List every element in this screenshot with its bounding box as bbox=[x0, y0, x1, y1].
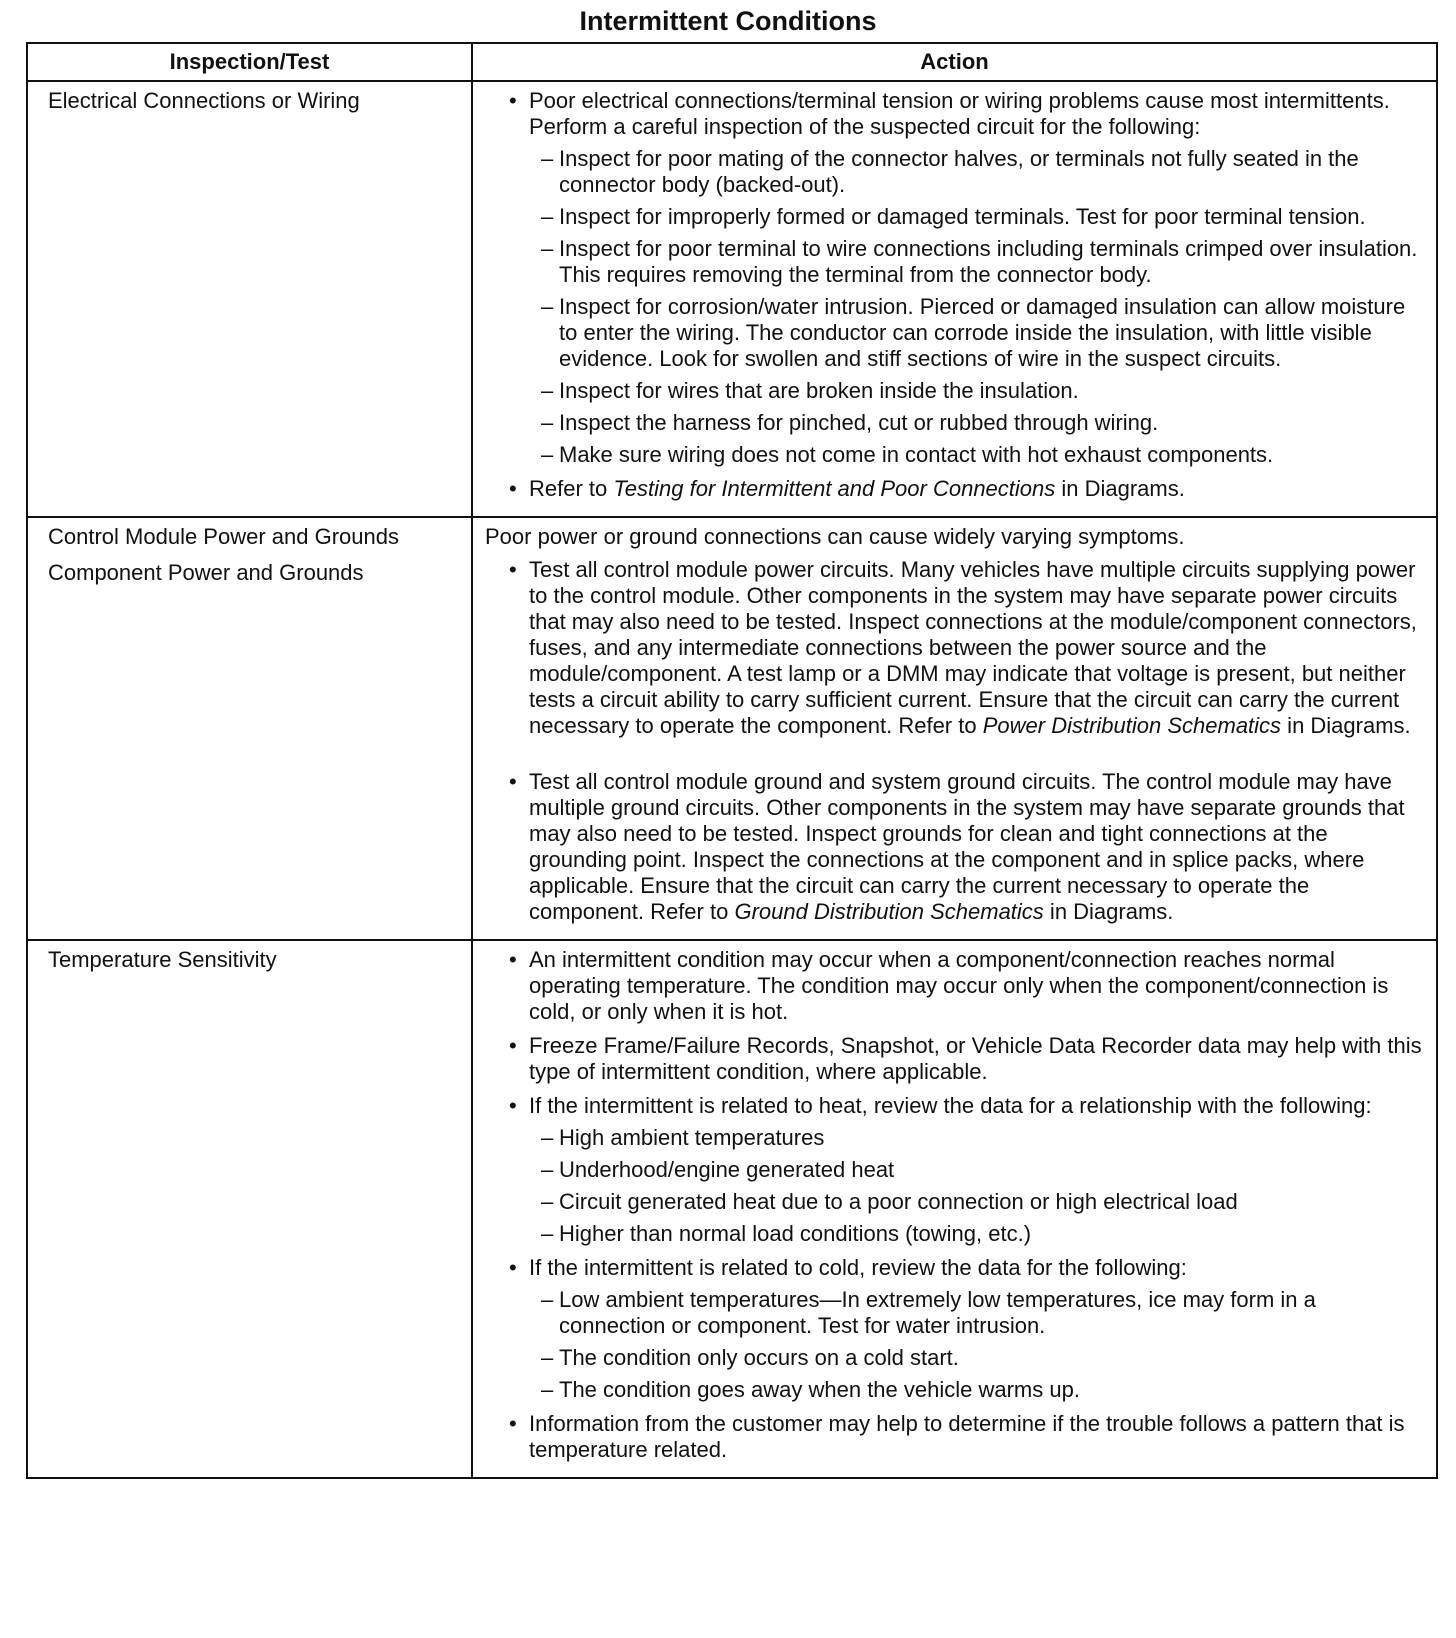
text-run: If the intermittent is related to cold, review the data for the following: bbox=[529, 1255, 1187, 1280]
action-bullet-text bbox=[529, 557, 1424, 739]
action-bullet-list bbox=[485, 557, 1424, 925]
table-row bbox=[27, 81, 1437, 517]
action-bullet-text bbox=[529, 1411, 1424, 1463]
text-run: An intermittent condition may occur when a component/connection reaches normal operating temperature. The condition may occur only when the component/connection is cold, or only when it is hot. bbox=[529, 947, 1389, 1024]
intermittent-conditions-table bbox=[26, 42, 1438, 1479]
action-bullet bbox=[485, 1033, 1424, 1085]
action-bullet bbox=[485, 947, 1424, 1025]
action-subitem: – Inspect for wires that are broken inside the insulation. bbox=[529, 378, 1424, 404]
inspection-cell bbox=[27, 517, 472, 940]
reference-title: Ground Distribution Schematics bbox=[734, 899, 1044, 924]
action-bullet bbox=[485, 1255, 1424, 1403]
text-run: Test all control module power circuits. Many vehicles have multiple circuits supplying power to the control module. Other components in the system may have separate power circuits that may also need to be tested. Inspect connections at the module/component connectors, fuses, and any intermediate connections between the power source and the module/component. A test lamp or a DMM may indicate that voltage is present, but neither tests a circuit ability to carry sufficient current. Ensure that the circuit can carry the current necessary to operate the component. Refer to bbox=[529, 557, 1417, 738]
inspection-label: Control Module Power and Grounds bbox=[48, 524, 399, 549]
text-run: Freeze Frame/Failure Records, Snapshot, or Vehicle Data Recorder data may help with this type of intermittent condition, where applicable. bbox=[529, 1033, 1422, 1084]
inspection-label: Temperature Sensitivity bbox=[48, 947, 277, 972]
action-subitem: – Inspect for poor mating of the connector halves, or terminals not fully seated in the connector body (backed-out). bbox=[529, 146, 1424, 198]
action-bullet bbox=[485, 476, 1424, 502]
table-row bbox=[27, 940, 1437, 1478]
action-sublist bbox=[529, 1125, 1424, 1247]
action-bullet-text bbox=[529, 476, 1424, 502]
action-subitem: – High ambient temperatures bbox=[529, 1125, 1424, 1151]
action-bullet bbox=[485, 769, 1424, 925]
action-bullet bbox=[485, 1093, 1424, 1247]
table-row bbox=[27, 517, 1437, 940]
column-header-inspection: Inspection/Test bbox=[27, 43, 472, 81]
action-bullet bbox=[485, 88, 1424, 468]
action-bullet-text bbox=[529, 947, 1424, 1025]
document-title: Intermittent Conditions bbox=[579, 6, 877, 36]
action-bullet-list bbox=[485, 88, 1424, 502]
action-bullet-text bbox=[529, 1093, 1424, 1119]
action-subitem: – Inspect for corrosion/water intrusion. Pierced or damaged insulation can allow moisture to enter the wiring. The conductor can corrode inside the insulation, with little visible evidence. Look for swollen and stiff sections of wire in the suspect circuits. bbox=[529, 294, 1424, 372]
action-subitem: – Inspect the harness for pinched, cut or rubbed through wiring. bbox=[529, 410, 1424, 436]
action-sublist bbox=[529, 1287, 1424, 1403]
text-run: If the intermittent is related to heat, review the data for a relationship with the following: bbox=[529, 1093, 1372, 1118]
action-cell bbox=[472, 517, 1437, 940]
action-sublist bbox=[529, 146, 1424, 468]
action-bullet-text bbox=[529, 1033, 1424, 1085]
action-subitem: – Make sure wiring does not come in contact with hot exhaust components. bbox=[529, 442, 1424, 468]
action-subitem: – Underhood/engine generated heat bbox=[529, 1157, 1424, 1183]
action-bullet-text bbox=[529, 88, 1424, 140]
action-cell bbox=[472, 81, 1437, 517]
text-run: Refer to bbox=[529, 476, 614, 501]
text-run: in Diagrams. bbox=[1281, 713, 1411, 738]
column-header-action: Action bbox=[472, 43, 1437, 81]
action-subitem: – The condition goes away when the vehicle warms up. bbox=[529, 1377, 1424, 1403]
action-subitem: – The condition only occurs on a cold start. bbox=[529, 1345, 1424, 1371]
action-bullet-list bbox=[485, 947, 1424, 1463]
action-bullet-text bbox=[529, 769, 1424, 925]
text-run: in Diagrams. bbox=[1043, 899, 1174, 924]
action-intro: Poor power or ground connections can cause widely varying symptoms. bbox=[485, 524, 1185, 549]
action-bullet bbox=[485, 557, 1424, 739]
action-subitem: – Low ambient temperatures—In extremely low temperatures, ice may form in a connection or component. Test for water intrusion. bbox=[529, 1287, 1424, 1339]
text-run: Poor electrical connections/terminal tension or wiring problems cause most intermittents. Perform a careful inspection of the suspected circuit for the following: bbox=[529, 88, 1390, 139]
text-run: Information from the customer may help to determine if the trouble follows a pattern that is temperature related. bbox=[529, 1411, 1405, 1462]
table-header-row bbox=[27, 43, 1437, 81]
action-cell bbox=[472, 940, 1437, 1478]
inspection-cell bbox=[27, 81, 472, 517]
action-subitem: – Inspect for poor terminal to wire connections including terminals crimped over insulation. This requires removing the terminal from the connector body. bbox=[529, 236, 1424, 288]
reference-title: Power Distribution Schematics bbox=[982, 713, 1282, 738]
reference-title: Testing for Intermittent and Poor Connections bbox=[613, 476, 1056, 501]
text-run: Test all control module ground and system ground circuits. The control module may have multiple ground circuits. Other components in the system may have separate grounds that may also need to be tested. Inspect grounds for clean and tight connections at the grounding point. Inspect the connections at the component and in splice packs, where applicable. Ensure that the circuit can carry the current necessary to operate the component. Refer to bbox=[529, 769, 1405, 924]
inspection-label: Component Power and Grounds bbox=[48, 560, 364, 585]
inspection-cell bbox=[27, 940, 472, 1478]
table-body bbox=[27, 81, 1437, 1478]
text-run: in Diagrams. bbox=[1055, 476, 1185, 501]
action-bullet bbox=[485, 1411, 1424, 1463]
action-subitem: – Higher than normal load conditions (towing, etc.) bbox=[529, 1221, 1424, 1247]
action-bullet-text bbox=[529, 1255, 1424, 1281]
action-subitem: – Inspect for improperly formed or damaged terminals. Test for poor terminal tension. bbox=[529, 204, 1424, 230]
action-subitem: – Circuit generated heat due to a poor connection or high electrical load bbox=[529, 1189, 1424, 1215]
inspection-label: Electrical Connections or Wiring bbox=[48, 88, 360, 113]
